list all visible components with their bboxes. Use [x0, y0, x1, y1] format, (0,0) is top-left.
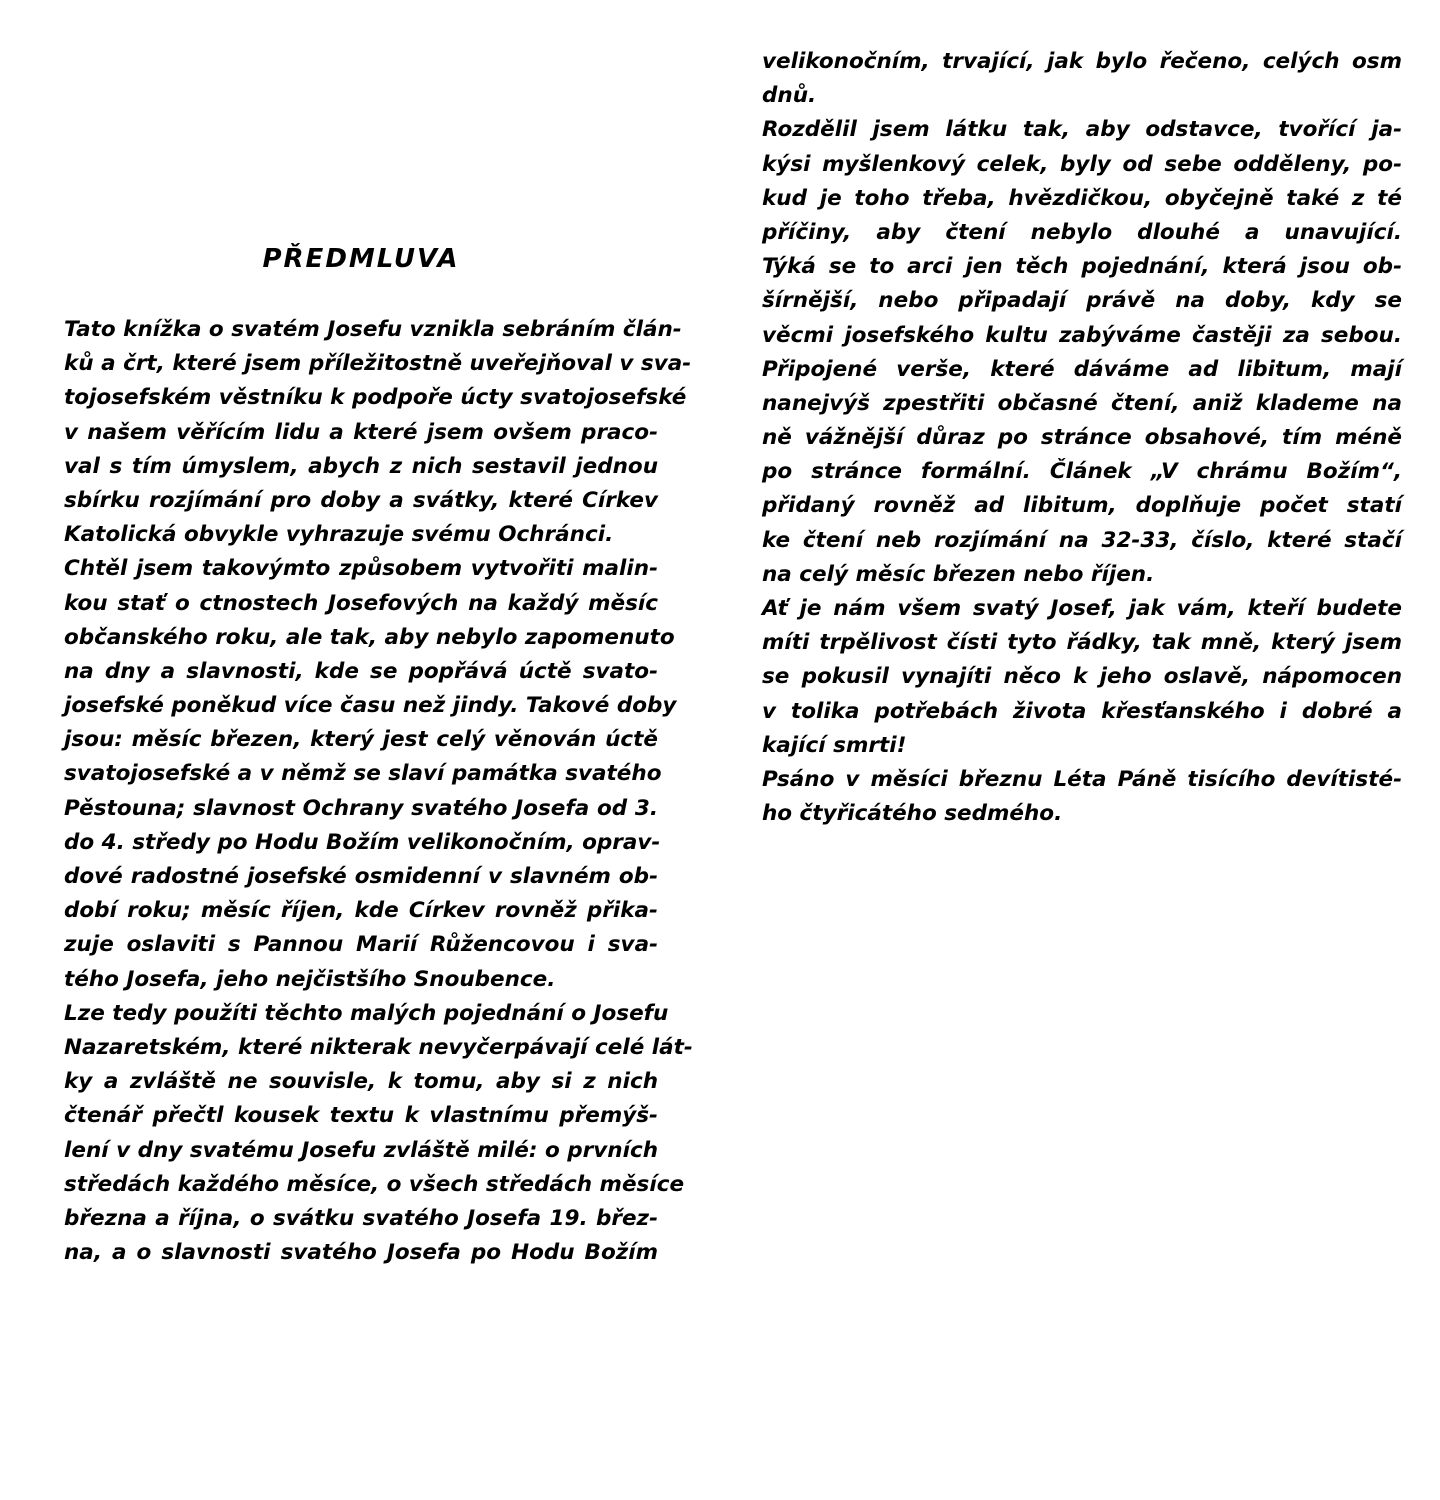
text-line: věcmi josefského kultu zabýváme častěji za sebou. [762, 322, 1402, 348]
text-line: Chtěl jsem takovýmto způsobem vytvořiti malin- [64, 556, 658, 582]
text-line: ke čtení neb rozjímání na 32-33, číslo, které stačí [762, 527, 1402, 553]
text-line: Katolická obvykle vyhrazuje svému Ochránci. [64, 522, 614, 548]
text-line: Nazaretském, které nikterak nevyčerpávají celé lát- [64, 1034, 693, 1060]
text-line: Tato knížka o svatém Josefu vznikla sebráním člán- [64, 317, 682, 342]
text-line: Rozdělil jsem látku tak, aby odstavce, tvořící ja- [762, 117, 1402, 143]
text-line: Ať je nám všem svatý Josef, jak vám, kteří budete [762, 596, 1402, 621]
text-line: přidaný rovněž ad libitum, doplňuje počet statí [762, 493, 1402, 519]
text-line: velikonočním, trvající, jak bylo řečeno, celých osm [762, 49, 1402, 74]
text-line: míti trpělivost čísti tyto řádky, tak mně, který jsem [762, 630, 1402, 656]
text-line: Lze tedy použíti těchto malých pojednání o Josefu [64, 1000, 669, 1026]
text-line: března a října, o svátku svatého Josefa 19. břez- [64, 1205, 658, 1231]
text-line: sbírku rozjímání pro doby a svátky, které Církev [64, 487, 658, 513]
text-line: do 4. středy po Hodu Božím velikonočním, oprav- [64, 829, 661, 855]
left-page-text [64, 313, 693, 1270]
text-line: v tolika potřebách života křesťanského i dobré a [762, 698, 1402, 724]
text-line: občanského roku, ale tak, aby nebylo zapomenuto [64, 624, 675, 650]
text-line: val s tím úmyslem, abych z nich sestavil jednou [64, 453, 658, 479]
text-line: jsou: měsíc březen, který jest celý věnován úctě [64, 727, 658, 753]
text-line: čtenář přečtl kousek textu k vlastnímu přemýš- [64, 1103, 658, 1129]
text-line: tojosefském věstníku k podpoře úcty svatojosefské [64, 385, 687, 411]
text-line: ně vážnější důraz po stránce obsahové, tím méně [762, 425, 1402, 451]
text-line: dobí roku; měsíc říjen, kde Církev rovněž přika- [64, 898, 658, 924]
text-line: po stránce formální. Článek „V chrámu Božím“, [762, 459, 1402, 485]
text-line: šírnější, nebo připadají právě na doby, kdy se [762, 288, 1402, 314]
text-line: kýsi myšlenkový celek, byly od sebe odděleny, po- [762, 151, 1402, 177]
text-line: ho čtyřicátého sedmého. [762, 801, 1063, 827]
text-line: na, a o slavnosti svatého Josefa po Hodu Božím [64, 1240, 658, 1266]
text-line: středách každého měsíce, o všech středách měsíce [64, 1171, 685, 1197]
text-line: ků a črt, které jsem příležitostně uveřejňoval v sva- [64, 351, 692, 377]
text-line: tého Josefa, jeho nejčistšího Snoubence. [64, 966, 556, 992]
text-line: Psáno v měsíci březnu Léta Páně tisícího devítisté- [762, 766, 1402, 792]
text-line: kou stať o ctnostech Josefových na každý měsíc [64, 590, 658, 616]
text-line: Týká se to arci jen těch pojednání, která jsou ob- [762, 254, 1402, 280]
text-line: se pokusil vynajíti něco k jeho oslavě, nápomocen [762, 664, 1402, 690]
text-line: dové radostné josefské osmidenní v slavném ob- [64, 864, 658, 889]
text-line: svatojosefské a v němž se slaví památka svatého [64, 761, 662, 787]
page-title: PŘEDMLUVA [262, 244, 460, 274]
text-line: zuje oslaviti s Pannou Marií Růžencovou i sva- [64, 932, 658, 958]
text-line: kud je toho třeba, hvězdičkou, obyčejně také z té [762, 185, 1402, 211]
text-line: Pěstouna; slavnost Ochrany svatého Josefa od 3. [64, 795, 658, 821]
text-line: josefské poněkud více času než jindy. Takové doby [64, 693, 677, 719]
text-line: v našem věřícím lidu a které jsem ovšem praco- [64, 419, 658, 445]
text-line: na celý měsíc březen nebo říjen. [762, 561, 1155, 587]
right-page-text [762, 45, 1402, 831]
text-line: Připojené verše, které dáváme ad libitum, mají [762, 356, 1402, 382]
text-line: příčiny, aby čtení nebylo dlouhé a unavující. [762, 219, 1402, 245]
text-line: na dny a slavnosti, kde se popřává úctě svato- [64, 658, 658, 684]
left-page [64, 0, 693, 1500]
text-line: dnů. [762, 83, 817, 109]
text-line: kající smrti! [762, 732, 907, 758]
text-line: nanejvýš zpestřiti občasné čtení, aniž klademe na [762, 390, 1402, 416]
text-line: ky a zvláště ne souvisle, k tomu, aby si z nich [64, 1069, 658, 1095]
right-page [762, 0, 1402, 1500]
text-line: lení v dny svatému Josefu zvláště milé: o prvních [64, 1137, 658, 1163]
